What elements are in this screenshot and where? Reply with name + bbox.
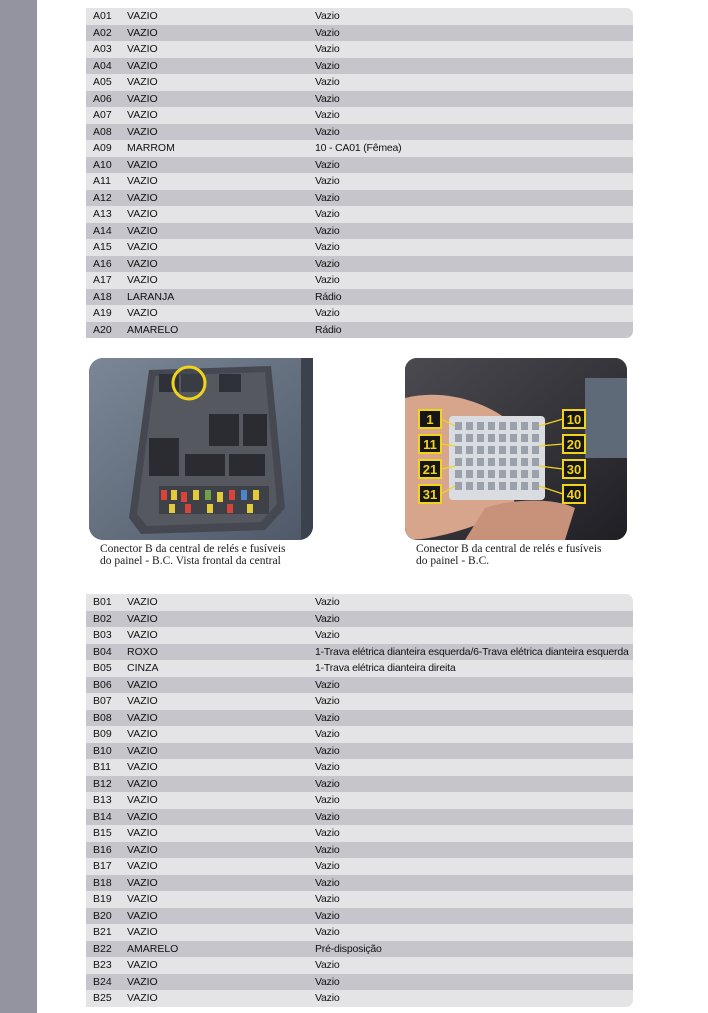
svg-text:21: 21 [422, 462, 438, 477]
table-row [86, 190, 633, 207]
pin-id: A17 [93, 274, 112, 286]
pin-id: A10 [93, 158, 112, 171]
wire-color: VAZIO [127, 893, 158, 905]
table-row [86, 173, 633, 190]
connector-pin [477, 446, 484, 454]
table-row [86, 726, 633, 743]
caption-line: Conector B da central de relés e fusíveis [416, 543, 602, 555]
pin-id: B10 [93, 744, 112, 757]
connector-pin [499, 458, 506, 466]
table-row [86, 58, 633, 75]
photo-caption-left [100, 543, 340, 567]
connector-pin [532, 458, 539, 466]
table-row [86, 644, 633, 661]
pin-function: Rádio [315, 323, 342, 336]
wire-color: VAZIO [127, 191, 158, 204]
table-row [86, 239, 633, 256]
svg-text:20: 20 [566, 437, 582, 452]
table-row [86, 974, 633, 991]
pin-function: Vazio [315, 175, 340, 187]
table-row [86, 627, 633, 644]
pin-function: 1-Trava elétrica dianteira direita [315, 662, 456, 674]
wire-color: VAZIO [127, 909, 158, 922]
table-row [86, 272, 633, 289]
pin-function: Vazio [315, 777, 340, 790]
table-row [86, 611, 633, 628]
pin-id: A01 [93, 10, 112, 22]
pin-id: B18 [93, 876, 112, 889]
connector-pin [455, 482, 462, 490]
connector-photo [405, 358, 627, 540]
connector-illustration [405, 358, 627, 540]
wire-color: VAZIO [127, 695, 158, 707]
pin-function: Vazio [315, 241, 340, 253]
table-row [86, 41, 633, 58]
wire-color: VAZIO [127, 76, 158, 88]
wire-color: VAZIO [127, 241, 158, 253]
pin-function: Pré-disposição [315, 942, 382, 955]
wire-color: VAZIO [127, 860, 158, 872]
connector-pin [488, 482, 495, 490]
pin-id: B11 [93, 761, 111, 773]
connector-pin [499, 482, 506, 490]
connector-pin [521, 446, 528, 454]
table-row [86, 206, 633, 223]
pin-id: B03 [93, 629, 112, 641]
table-row [86, 660, 633, 677]
connector-pin [510, 470, 517, 478]
table-row [86, 594, 633, 611]
wire-color: AMARELO [127, 323, 179, 336]
connector-pin [466, 422, 473, 430]
pin-function: Vazio [315, 909, 340, 922]
connector-a-pin-table [86, 8, 633, 338]
wire-color: VAZIO [127, 612, 158, 625]
pin-id: B20 [93, 909, 112, 922]
pin-function: Vazio [315, 307, 340, 319]
pin-function: Vazio [315, 876, 340, 889]
table-row [86, 8, 633, 25]
pin-id: A03 [93, 43, 112, 55]
svg-text:1: 1 [426, 412, 434, 427]
pin-function: Vazio [315, 92, 340, 105]
pin-function: Vazio [315, 744, 340, 757]
connector-pin [477, 458, 484, 466]
svg-text:30: 30 [566, 462, 582, 477]
connector-pin [499, 422, 506, 430]
pin-function: Vazio [315, 761, 340, 773]
connector-pin [521, 434, 528, 442]
wire-color: VAZIO [127, 728, 158, 740]
wire-color: VAZIO [127, 777, 158, 790]
table-row [86, 223, 633, 240]
pin-id: B08 [93, 711, 112, 724]
connector-pin [488, 434, 495, 442]
connector-pin [510, 446, 517, 454]
wire-color: CINZA [127, 662, 159, 674]
wire-color: ROXO [127, 645, 158, 658]
table-row [86, 693, 633, 710]
pin-function: Vazio [315, 158, 340, 171]
pin-id: A14 [93, 224, 112, 237]
pin-function: Vazio [315, 596, 340, 608]
pin-id: B19 [93, 893, 112, 905]
wire-color: VAZIO [127, 992, 158, 1004]
wire-color: VAZIO [127, 224, 158, 237]
pin-function: Vazio [315, 612, 340, 625]
table-row [86, 990, 633, 1007]
svg-text:31: 31 [422, 487, 438, 502]
svg-text:11: 11 [423, 437, 437, 452]
wire-color: VAZIO [127, 596, 158, 608]
connector-pin [455, 422, 462, 430]
table-row [86, 891, 633, 908]
table-row [86, 957, 633, 974]
pin-id: B04 [93, 645, 112, 658]
table-row [86, 842, 633, 859]
connector-pin [532, 434, 539, 442]
fuse-box-illustration [89, 358, 313, 540]
pin-id: B24 [93, 975, 112, 988]
pin-function: Vazio [315, 860, 340, 872]
wire-color: VAZIO [127, 629, 158, 641]
wire-color: VAZIO [127, 125, 158, 138]
table-row [86, 825, 633, 842]
pin-id: B21 [93, 926, 112, 938]
connector-pin [510, 458, 517, 466]
connector-pin [488, 470, 495, 478]
table-row [86, 124, 633, 141]
pin-function: Vazio [315, 843, 340, 856]
pin-function: Vazio [315, 711, 340, 724]
pin-function: Vazio [315, 125, 340, 138]
pin-id: B05 [93, 662, 112, 674]
wire-color: VAZIO [127, 59, 158, 72]
wire-color: VAZIO [127, 926, 158, 938]
connector-pin [466, 446, 473, 454]
table-row [86, 256, 633, 273]
connector-pin [510, 422, 517, 430]
wire-color: VAZIO [127, 827, 158, 839]
pin-id: B16 [93, 843, 112, 856]
pin-function: Vazio [315, 926, 340, 938]
wire-color: VAZIO [127, 744, 158, 757]
table-row [86, 759, 633, 776]
wire-color: VAZIO [127, 876, 158, 889]
pin-function: Vazio [315, 629, 340, 641]
pin-function: Vazio [315, 43, 340, 55]
svg-text:10: 10 [566, 412, 582, 427]
wire-color: VAZIO [127, 307, 158, 319]
pin-id: B17 [93, 860, 112, 872]
pin-id: B25 [93, 992, 112, 1004]
table-row [86, 941, 633, 958]
pin-id: B01 [93, 596, 112, 608]
pin-function: Vazio [315, 224, 340, 237]
pin-function: Vazio [315, 794, 340, 806]
table-row [86, 305, 633, 322]
pin-id: A15 [93, 241, 112, 253]
pin-id: A07 [93, 109, 112, 121]
pin-id: A19 [93, 307, 112, 319]
wire-color: MARROM [127, 142, 175, 154]
pin-function: Vazio [315, 76, 340, 88]
connector-b-pin-table [86, 594, 633, 1007]
pin-id: A02 [93, 26, 112, 39]
connector-pin [455, 434, 462, 442]
wire-color: VAZIO [127, 810, 158, 823]
wire-color: VAZIO [127, 274, 158, 286]
wire-color: VAZIO [127, 158, 158, 171]
wire-color: VAZIO [127, 10, 158, 22]
caption-line: Conector B da central de relés e fusíveis [100, 543, 286, 555]
connector-pin [521, 482, 528, 490]
table-row [86, 875, 633, 892]
table-row [86, 710, 633, 727]
connector-pin [455, 458, 462, 466]
caption-line: do painel - B.C. Vista frontal da central [100, 555, 281, 567]
connector-pin [466, 434, 473, 442]
pin-function: Vazio [315, 959, 340, 971]
wire-color: VAZIO [127, 175, 158, 187]
pin-id: A04 [93, 59, 112, 72]
table-row [86, 289, 633, 306]
svg-text:40: 40 [566, 487, 582, 502]
pin-function: Vazio [315, 678, 340, 691]
connector-pin [532, 422, 539, 430]
pin-id: B13 [93, 794, 112, 806]
table-row [86, 809, 633, 826]
caption-line: do painel - B.C. [416, 555, 490, 567]
table-row [86, 157, 633, 174]
table-row [86, 74, 633, 91]
pin-id: A09 [93, 142, 112, 154]
wire-color: LARANJA [127, 290, 175, 303]
pin-id: B22 [93, 942, 112, 955]
wire-color: VAZIO [127, 43, 158, 55]
pin-function: Vazio [315, 208, 340, 220]
pin-function: Vazio [315, 893, 340, 905]
pin-id: B02 [93, 612, 112, 625]
pin-id: B15 [93, 827, 112, 839]
pin-function: Vazio [315, 59, 340, 72]
table-row [86, 25, 633, 42]
pin-id: A06 [93, 92, 112, 105]
table-row [86, 792, 633, 809]
page-side-bar [0, 0, 37, 1013]
connector-pin [466, 470, 473, 478]
connector-pin [521, 422, 528, 430]
wire-color: VAZIO [127, 257, 158, 270]
wire-color: VAZIO [127, 92, 158, 105]
pin-function: Vazio [315, 109, 340, 121]
fuse-box-photo [89, 358, 313, 540]
wire-color: AMARELO [127, 942, 179, 955]
pin-id: A12 [93, 191, 112, 204]
pin-function: Vazio [315, 191, 340, 204]
pin-function: Vazio [315, 827, 340, 839]
pin-id: A13 [93, 208, 112, 220]
pin-id: A05 [93, 76, 112, 88]
wire-color: VAZIO [127, 678, 158, 691]
connector-pin [499, 470, 506, 478]
connector-pin [532, 446, 539, 454]
pin-function: Vazio [315, 695, 340, 707]
pin-id: B14 [93, 810, 112, 823]
connector-pin [532, 470, 539, 478]
table-row [86, 858, 633, 875]
connector-pin [477, 482, 484, 490]
pin-function: 1-Trava elétrica dianteira esquerda/6-Trava elétrica dianteira esquerda [315, 645, 629, 658]
pin-id: A18 [93, 290, 112, 303]
connector-pin [499, 446, 506, 454]
connector-pin [499, 434, 506, 442]
table-row [86, 924, 633, 941]
connector-pin [477, 434, 484, 442]
pin-id: A16 [93, 257, 112, 270]
connector-pin [455, 470, 462, 478]
pin-id: B07 [93, 695, 112, 707]
connector-pin [455, 446, 462, 454]
connector-pin [466, 458, 473, 466]
pin-function: Vazio [315, 728, 340, 740]
pin-function: Vazio [315, 10, 340, 22]
connector-pin [521, 470, 528, 478]
connector-pin [488, 446, 495, 454]
wire-color: VAZIO [127, 208, 158, 220]
connector-pin [488, 458, 495, 466]
pin-id: B23 [93, 959, 112, 971]
pin-function: Vazio [315, 810, 340, 823]
connector-pin [477, 470, 484, 478]
pin-id: B06 [93, 678, 112, 691]
photo-caption-right [416, 543, 656, 567]
pin-function: 10 - CA01 (Fêmea) [315, 142, 402, 154]
wire-color: VAZIO [127, 26, 158, 39]
connector-pin [510, 434, 517, 442]
wire-color: VAZIO [127, 761, 158, 773]
table-row [86, 677, 633, 694]
connector-pin [488, 422, 495, 430]
connector-pin [466, 482, 473, 490]
pin-id: B12 [93, 777, 112, 790]
table-row [86, 776, 633, 793]
connector-pin [510, 482, 517, 490]
wire-color: VAZIO [127, 959, 158, 971]
table-row [86, 908, 633, 925]
pin-function: Vazio [315, 274, 340, 286]
wire-color: VAZIO [127, 711, 158, 724]
wire-color: VAZIO [127, 975, 158, 988]
pin-id: B09 [93, 728, 112, 740]
connector-pin [532, 482, 539, 490]
pin-function: Rádio [315, 290, 342, 303]
wire-color: VAZIO [127, 843, 158, 856]
wire-color: VAZIO [127, 794, 158, 806]
connector-pin [477, 422, 484, 430]
pin-function: Vazio [315, 257, 340, 270]
table-row [86, 91, 633, 108]
pin-id: A20 [93, 323, 112, 336]
wire-color: VAZIO [127, 109, 158, 121]
table-row [86, 322, 633, 339]
pin-function: Vazio [315, 975, 340, 988]
table-row [86, 140, 633, 157]
pin-function: Vazio [315, 26, 340, 39]
table-row [86, 107, 633, 124]
connector-pin [521, 458, 528, 466]
pin-function: Vazio [315, 992, 340, 1004]
pin-id: A11 [93, 175, 111, 187]
pin-id: A08 [93, 125, 112, 138]
table-row [86, 743, 633, 760]
